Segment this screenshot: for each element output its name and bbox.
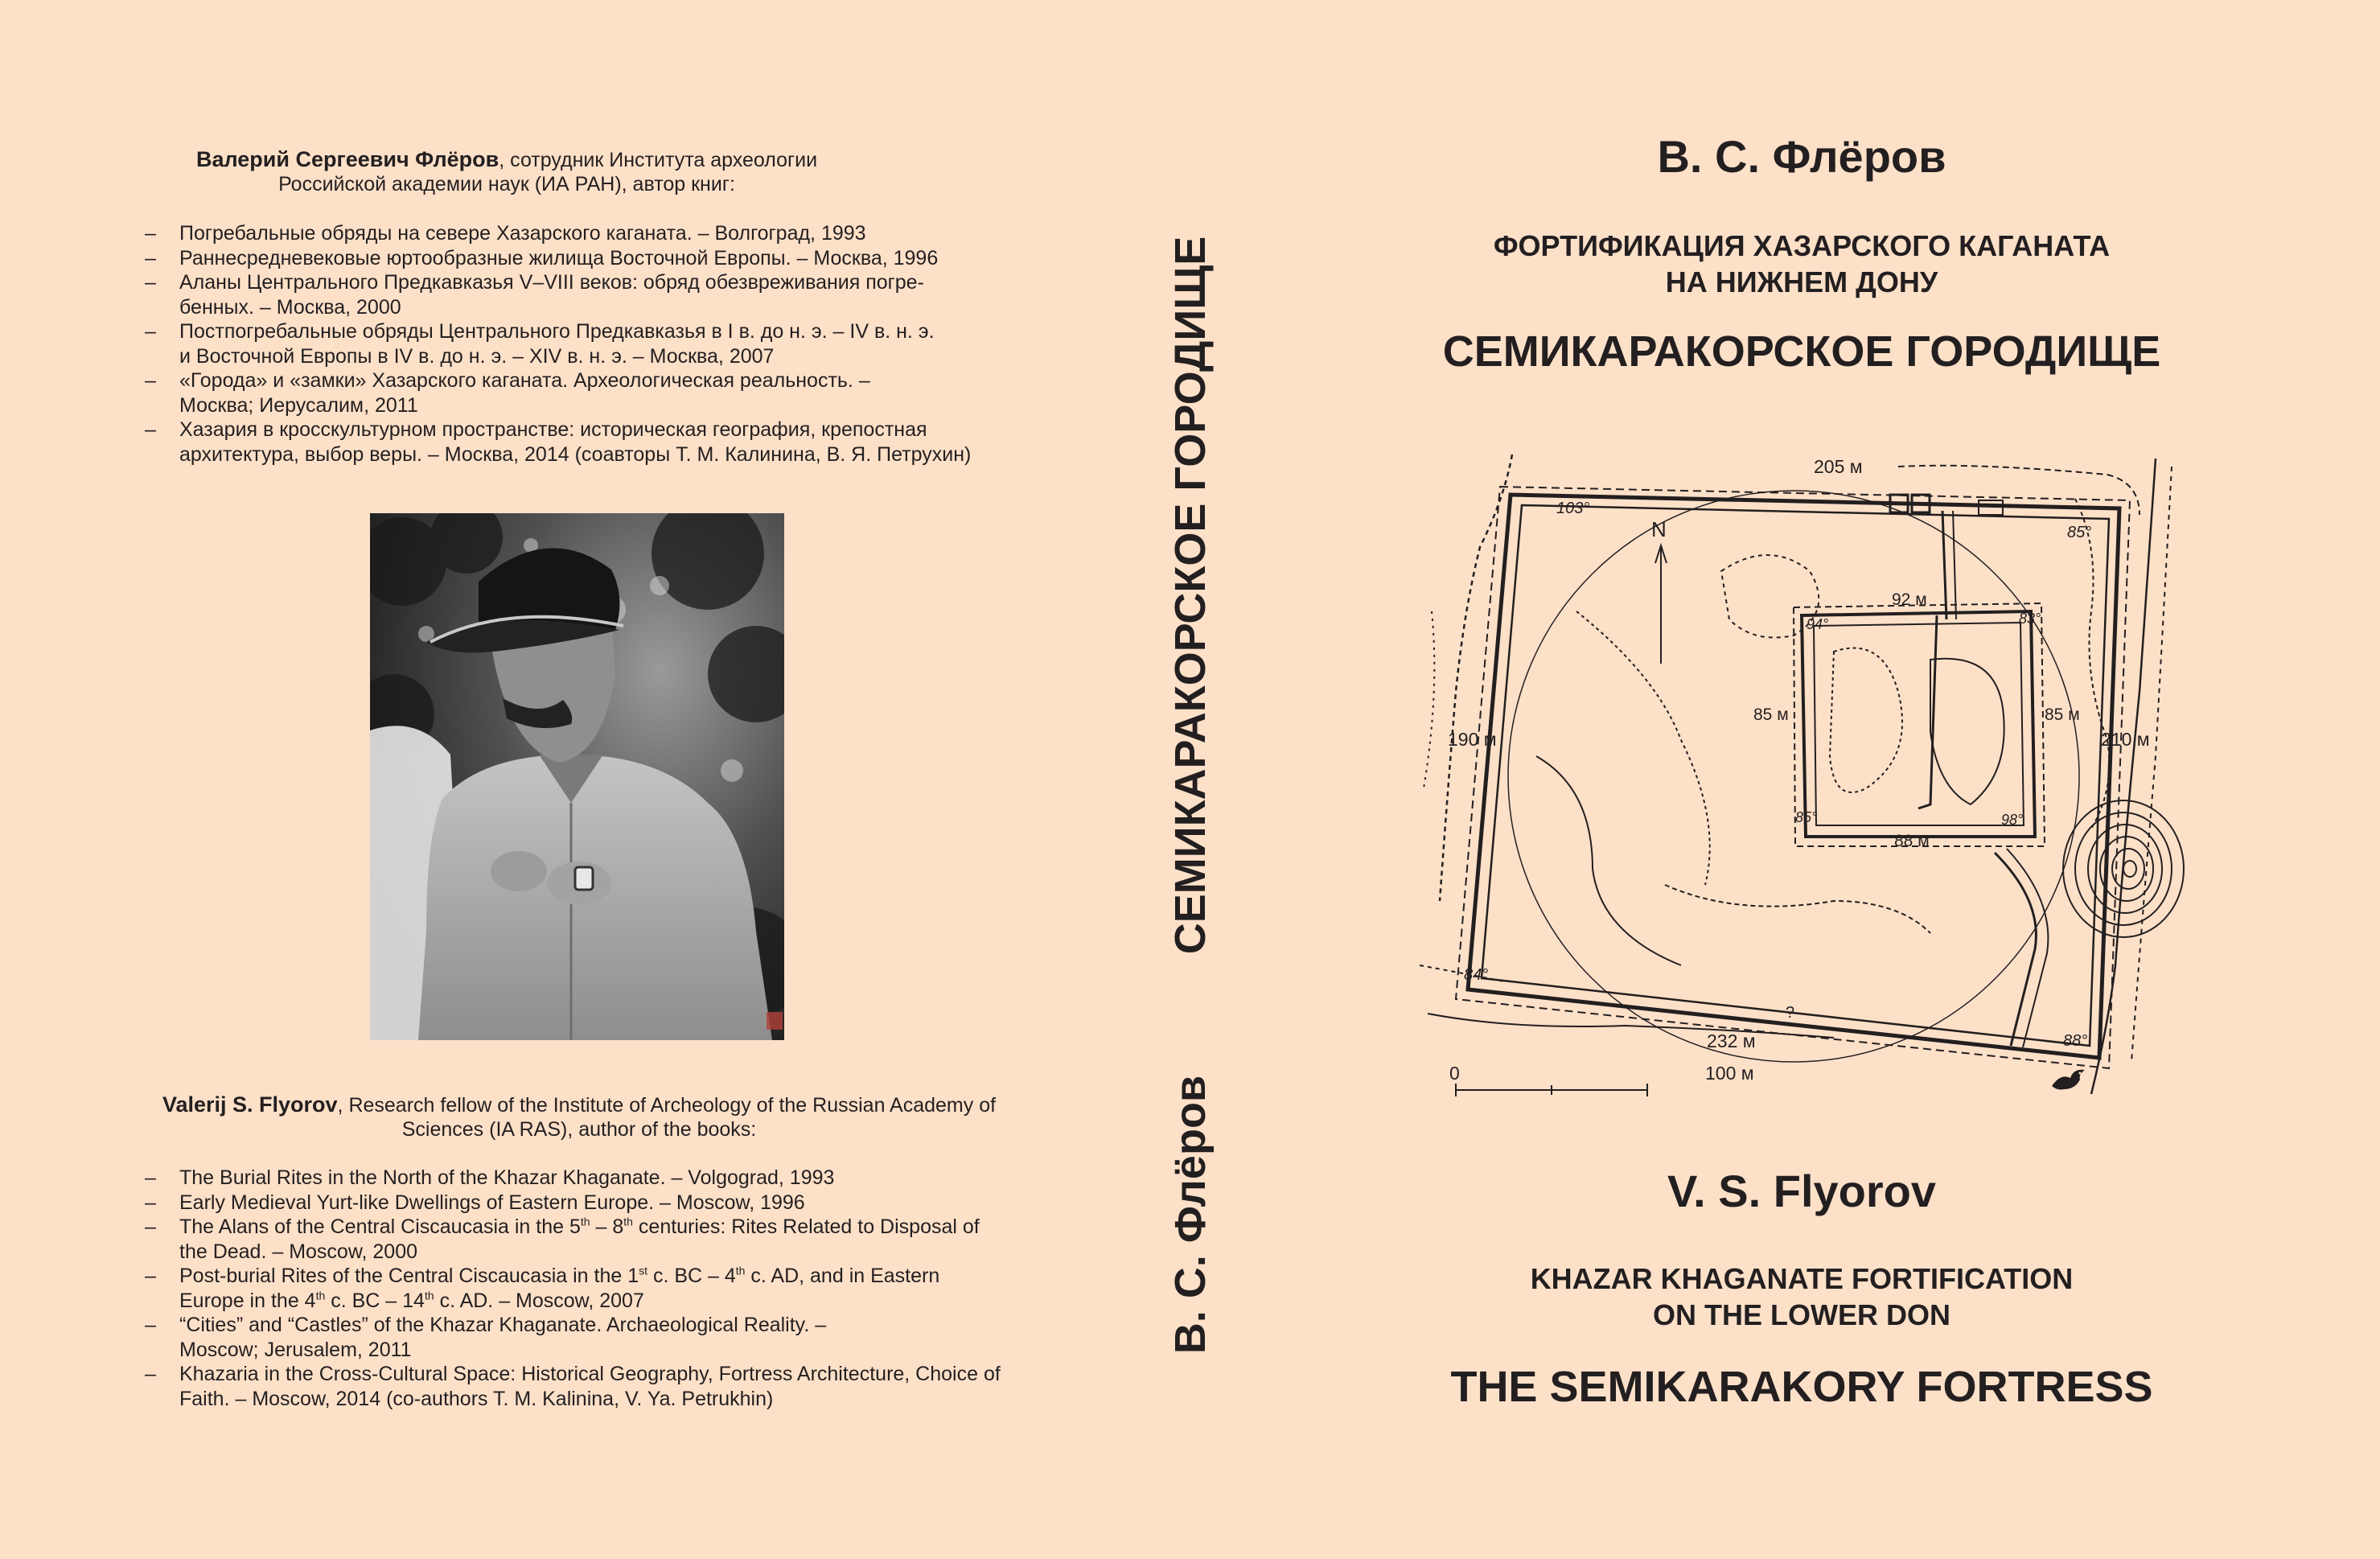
dim-left: 190 м	[1448, 729, 1497, 750]
fortress-plan-drawing	[1416, 450, 2188, 1110]
ru-bio-rest-2: Российской академии наук (ИА РАН), автор книг:	[278, 173, 735, 195]
author-photo-image	[370, 513, 784, 1040]
bird-logo-icon	[2049, 1063, 2090, 1096]
list-item: – Аланы Центрального Предкавказья V–VIII веков: обряд обезвреживания погре- бенных. – Москва, 2000	[145, 270, 1013, 319]
angle-br: 88°	[2063, 1032, 2088, 1050]
dim-top: 205 м	[1814, 456, 1863, 477]
ru-bio-rest-1: , сотрудник Института археологии	[499, 149, 818, 171]
inner-left: 85 м	[1753, 705, 1789, 724]
spine-title: СЕМИКАРАКОРСКОЕ ГОРОДИЩЕ	[1165, 236, 1215, 955]
angle-tr: 85°	[2067, 524, 2092, 541]
inner-right: 85 м	[2045, 705, 2080, 724]
north-label: N	[1651, 517, 1667, 541]
question-mark: ?	[1786, 1004, 1795, 1022]
list-item: – “Cities” and “Castles” of the Khazar Khaganate. Archaeological Reality. – Moscow; Jerusalem, 2011	[145, 1313, 1030, 1362]
front-ru-subtitle	[1424, 228, 2180, 300]
list-item: – The Burial Rites in the North of the Khazar Khaganate. – Volgograd, 1993	[145, 1166, 1030, 1191]
inner-angle-tl: 94°	[1807, 616, 1829, 632]
spine	[1126, 0, 1255, 1559]
inner-bottom: 88 м	[1894, 832, 1930, 850]
front-ru-subtitle-1: ФОРТИФИКАЦИЯ ХАЗАРСКОГО КАГАНАТА	[1493, 229, 2111, 262]
en-bio-rest-2: Sciences (IA RAS), author of the books:	[401, 1118, 757, 1141]
publisher-logo	[2049, 1063, 2090, 1096]
en-bio-name: Valerij S. Flyorov	[162, 1092, 338, 1117]
inner-top: 92 м	[1892, 590, 1927, 609]
list-item: – Постпогребальные обряды Центрального Предкавказья в I в. до н. э. – IV в. н. э. и Восточной Европы в IV в. до н. э. – XIV в. н. э. – Москва, 2007	[145, 319, 1013, 368]
en-bio-rest-1: , Research fellow of the Institute of Archeology of the Russian Academy of	[337, 1094, 997, 1117]
ru-bio	[145, 147, 869, 196]
list-item: – The Alans of the Central Ciscaucasia in the 5th – 8th centuries: Rites Related to Disposal of the Dead. – Moscow, 2000	[145, 1215, 1030, 1264]
en-bio	[145, 1092, 1013, 1141]
front-en-subtitle	[1424, 1261, 2180, 1333]
scale-end: 100 м	[1705, 1063, 1754, 1084]
list-item: – Хазария в кросскультурном пространстве: историческая география, крепостная архитектура, выбор веры. – Москва, 2014 (соавторы Т. М. Калинина, В. Я. Петрухин)	[145, 418, 1013, 467]
front-en-subtitle-2: ON THE LOWER DON	[1653, 1298, 1950, 1331]
front-ru-title: СЕМИКАРАКОРСКОЕ ГОРОДИЩЕ	[1442, 327, 2161, 376]
dim-right: 210 м	[2101, 729, 2150, 750]
inner-angle-tr: 83°	[2019, 611, 2041, 627]
list-item: – Раннесредневековые юртообразные жилища Восточной Европы. – Москва, 1996	[145, 246, 1013, 271]
front-ru-author: В. С. Флёров	[1657, 131, 1946, 182]
list-item: – Early Medieval Yurt-like Dwellings of Eastern Europe. – Moscow, 1996	[145, 1191, 1030, 1216]
scale-start: 0	[1449, 1063, 1460, 1084]
ru-bio-name: Валерий Сергеевич Флёров	[195, 147, 499, 171]
spine-author: В. С. Флёров	[1165, 1075, 1215, 1355]
list-item: – Post-burial Rites of the Central Ciscaucasia in the 1st c. BC – 4th c. AD, and in Eastern Europe in the 4th c. BC – 14th c. AD. – Moscow, 2007	[145, 1264, 1030, 1313]
front-ru-subtitle-2: НА НИЖНЕМ ДОНУ	[1665, 265, 1938, 298]
inner-angle-bl: 85°	[1795, 809, 1818, 825]
list-item: – Погребальные обряды на севере Хазарского каганата. – Волгоград, 1993	[145, 221, 1013, 246]
angle-tl: 103°	[1556, 500, 1590, 517]
author-photo	[370, 513, 784, 1040]
angle-bl: 84°	[1464, 966, 1489, 984]
fortress-plan	[1416, 450, 2188, 1110]
front-en-author: V. S. Flyorov	[1667, 1166, 1937, 1216]
dim-bottom: 232 м	[1707, 1030, 1756, 1051]
en-books-list	[145, 1166, 1030, 1411]
ru-books-list	[145, 221, 1013, 467]
front-en-title: THE SEMIKARAKORY FORTRESS	[1450, 1363, 2153, 1411]
inner-angle-br: 98°	[2001, 812, 2024, 828]
front-en-subtitle-1: KHAZAR KHAGANATE FORTIFICATION	[1530, 1262, 2074, 1295]
list-item: – «Города» и «замки» Хазарского каганата. Археологическая реальность. – Москва; Иерусалим, 2011	[145, 368, 1013, 418]
list-item: – Khazaria in the Cross-Cultural Space: Historical Geography, Fortress Architecture, Choice of Faith. – Moscow, 2014 (co-authors T. M. Kalinina, V. Ya. Petrukhin)	[145, 1362, 1030, 1411]
